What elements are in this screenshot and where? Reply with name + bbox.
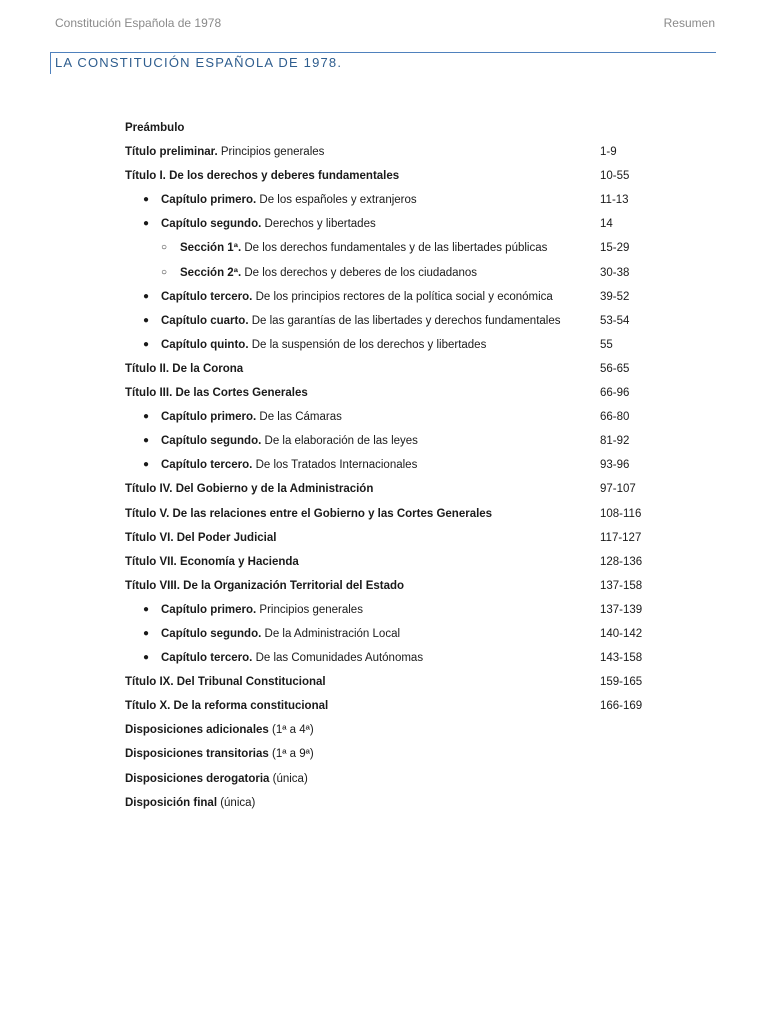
toc-entry-description: De la elaboración de las leyes [261, 435, 418, 448]
page-header [55, 16, 715, 34]
toc-entry-text [125, 791, 255, 815]
toc-entry-text [125, 526, 276, 550]
toc-entry-heading: Capítulo primero. [161, 603, 257, 616]
toc-entry [125, 164, 685, 188]
toc-entry-pages: 66-96 [600, 387, 630, 400]
toc-entry-description: De las Comunidades Autónomas [252, 652, 424, 665]
toc-entry-pages: 81-92 [600, 435, 630, 448]
toc-entry-heading: Capítulo tercero. [161, 459, 253, 472]
toc-entry-heading: Título VIII. De la Organización Territorial del Estado [125, 579, 405, 592]
bullet-filled-icon: ● [143, 652, 150, 664]
toc-entry-heading: Título X. De la reforma constitucional [125, 700, 329, 713]
toc-entry-pages: 66-80 [600, 411, 630, 424]
toc-entry [125, 502, 685, 526]
toc-entry-pages: 159-165 [600, 676, 643, 689]
bullet-filled-icon: ● [143, 603, 150, 615]
toc-entry [125, 381, 685, 405]
header-document-title: Constitución Española de 1978 [55, 16, 222, 30]
bullet-hollow-icon: ○ [161, 242, 168, 254]
bullet-hollow-icon: ○ [161, 266, 168, 278]
toc-entry-pages: 10-55 [600, 170, 630, 183]
toc-entry [125, 212, 685, 236]
toc-entry [125, 357, 685, 381]
table-of-contents [125, 116, 685, 815]
toc-entry-pages: 93-96 [600, 459, 630, 472]
toc-entry-heading: Título IX. Del Tribunal Constitucional [125, 676, 326, 689]
toc-entry [125, 236, 685, 260]
toc-entry-description: (única) [217, 796, 256, 809]
toc-entry-description: De la suspensión de los derechos y libertades [248, 338, 487, 351]
bullet-filled-icon: ● [143, 435, 150, 447]
toc-entry-text [161, 622, 400, 646]
toc-entry-text [125, 357, 243, 381]
toc-entry-pages: 39-52 [600, 290, 630, 303]
toc-entry-text [125, 116, 184, 140]
toc-entry-pages: 143-158 [600, 652, 643, 665]
toc-entry [125, 574, 685, 598]
toc-entry-heading: Disposiciones adicionales [125, 724, 269, 737]
toc-entry-text [161, 598, 363, 622]
toc-entry-pages: 97-107 [600, 483, 636, 496]
toc-entry [125, 453, 685, 477]
toc-entry-description: De la Administración Local [261, 627, 401, 640]
toc-entry-pages: 30-38 [600, 266, 630, 279]
toc-entry-text [125, 694, 328, 718]
toc-entry [125, 718, 685, 742]
toc-entry-heading: Título VI. Del Poder Judicial [125, 531, 277, 544]
toc-entry-heading: Capítulo segundo. [161, 627, 262, 640]
toc-entry-description: Derechos y libertades [261, 218, 376, 231]
toc-entry [125, 646, 685, 670]
toc-entry-pages: 166-169 [600, 700, 643, 713]
toc-entry-heading: Capítulo tercero. [161, 652, 253, 665]
toc-entry-description: De los Tratados Internacionales [252, 459, 418, 472]
toc-entry [125, 550, 685, 574]
bullet-filled-icon: ● [143, 338, 150, 350]
toc-entry-heading: Capítulo quinto. [161, 338, 249, 351]
toc-entry-description: Principios generales [217, 146, 325, 159]
toc-entry-text [125, 670, 326, 694]
toc-entry-heading: Sección 1ª. [180, 242, 242, 255]
toc-entry-text [125, 550, 299, 574]
toc-entry [125, 742, 685, 766]
toc-entry-text [125, 381, 308, 405]
toc-entry [125, 309, 685, 333]
toc-entry-text [161, 188, 417, 212]
toc-entry-text [125, 718, 314, 742]
toc-entry-description: De las garantías de las libertades y derechos fundamentales [248, 314, 561, 327]
bullet-filled-icon: ● [143, 411, 150, 423]
toc-entry [125, 477, 685, 501]
toc-entry [125, 405, 685, 429]
toc-entry-heading: Título preliminar. [125, 146, 218, 159]
toc-entry-text [180, 261, 477, 285]
toc-entry-text [125, 574, 404, 598]
toc-entry-text [161, 453, 417, 477]
toc-entry-pages: 108-116 [600, 507, 642, 520]
toc-entry-pages: 56-65 [600, 362, 630, 375]
toc-entry [125, 694, 685, 718]
toc-entry-pages: 117-127 [600, 531, 642, 544]
toc-entry-heading: Preámbulo [125, 122, 185, 134]
toc-entry-description: (única) [269, 772, 308, 785]
toc-entry-heading: Capítulo tercero. [161, 290, 253, 303]
bullet-filled-icon: ● [143, 218, 150, 230]
toc-entry-heading: Título III. De las Cortes Generales [125, 387, 308, 400]
toc-entry-description: De los derechos y deberes de los ciudadanos [241, 266, 478, 279]
toc-entry-heading: Capítulo primero. [161, 411, 257, 424]
toc-entry-pages: 53-54 [600, 314, 630, 327]
header-section-label: Resumen [663, 16, 715, 30]
toc-entry-description: Principios generales [256, 603, 363, 616]
toc-entry-description: De los españoles y extranjeros [256, 194, 417, 207]
toc-entry-text [161, 333, 486, 357]
toc-entry [125, 140, 685, 164]
toc-entry-heading: Disposición final [125, 796, 218, 809]
toc-entry [125, 791, 685, 815]
toc-entry-pages: 137-139 [600, 603, 643, 616]
toc-entry-description: (1ª a 9ª) [268, 748, 314, 761]
toc-entry [125, 598, 685, 622]
page-title-box [50, 52, 342, 74]
bullet-filled-icon: ● [143, 194, 150, 206]
toc-entry-text [125, 767, 308, 791]
toc-entry-text [161, 429, 418, 453]
toc-entry-text [125, 742, 314, 766]
toc-entry-heading: Sección 2ª. [180, 266, 242, 279]
toc-entry [125, 333, 685, 357]
toc-entry-description: (1ª a 4ª) [268, 724, 314, 737]
toc-entry-pages: 14 [600, 218, 613, 231]
toc-entry-heading: Capítulo segundo. [161, 218, 262, 231]
toc-entry-text [125, 477, 373, 501]
toc-entry-text [180, 236, 547, 260]
toc-entry-description: De los derechos fundamentales y de las libertades públicas [241, 242, 548, 255]
bullet-filled-icon: ● [143, 314, 150, 326]
toc-entry-pages: 137-158 [600, 579, 643, 592]
toc-entry-pages: 15-29 [600, 242, 630, 255]
bullet-filled-icon: ● [143, 627, 150, 639]
toc-entry-heading: Capítulo primero. [161, 194, 257, 207]
toc-entry-text [161, 285, 553, 309]
toc-entry-description: De los principios rectores de la política social y económica [252, 290, 553, 303]
toc-entry-heading: Título VII. Economía y Hacienda [125, 555, 299, 568]
toc-entry-heading: Título V. De las relaciones entre el Gobierno y las Cortes Generales [125, 507, 493, 520]
page-title: LA CONSTITUCIÓN ESPAÑOLA DE 1978. [55, 55, 343, 70]
bullet-filled-icon: ● [143, 290, 150, 302]
toc-entry-pages: 55 [600, 338, 613, 351]
bullet-filled-icon: ● [143, 459, 150, 471]
toc-entry-heading: Título I. De los derechos y deberes fundamentales [125, 170, 400, 183]
toc-entry-heading: Título IV. Del Gobierno y de la Administración [125, 483, 374, 496]
toc-entry-text [161, 309, 561, 333]
toc-entry-heading: Capítulo segundo. [161, 435, 262, 448]
toc-entry [125, 670, 685, 694]
toc-entry [125, 526, 685, 550]
toc-entry-text [125, 140, 324, 164]
toc-entry-pages: 1-9 [600, 146, 617, 159]
toc-entry-text [125, 502, 492, 526]
toc-entry-text [161, 405, 342, 429]
toc-entry [125, 261, 685, 285]
toc-entry-text [125, 164, 399, 188]
toc-entry-description: De las Cámaras [256, 411, 342, 424]
toc-entry [125, 285, 685, 309]
toc-entry-text [161, 646, 423, 670]
toc-entry [125, 188, 685, 212]
toc-entry-pages: 128-136 [600, 555, 643, 568]
toc-entry-heading: Capítulo cuarto. [161, 314, 249, 327]
toc-entry-pages: 11-13 [600, 194, 629, 207]
toc-entry [125, 116, 685, 140]
toc-entry-text [161, 212, 376, 236]
toc-entry-heading: Título II. De la Corona [125, 362, 244, 375]
toc-entry-pages: 140-142 [600, 627, 643, 640]
toc-entry [125, 622, 685, 646]
toc-entry [125, 767, 685, 791]
toc-entry-heading: Disposiciones derogatoria [125, 772, 270, 785]
toc-entry [125, 429, 685, 453]
toc-entry-heading: Disposiciones transitorias [125, 748, 269, 761]
